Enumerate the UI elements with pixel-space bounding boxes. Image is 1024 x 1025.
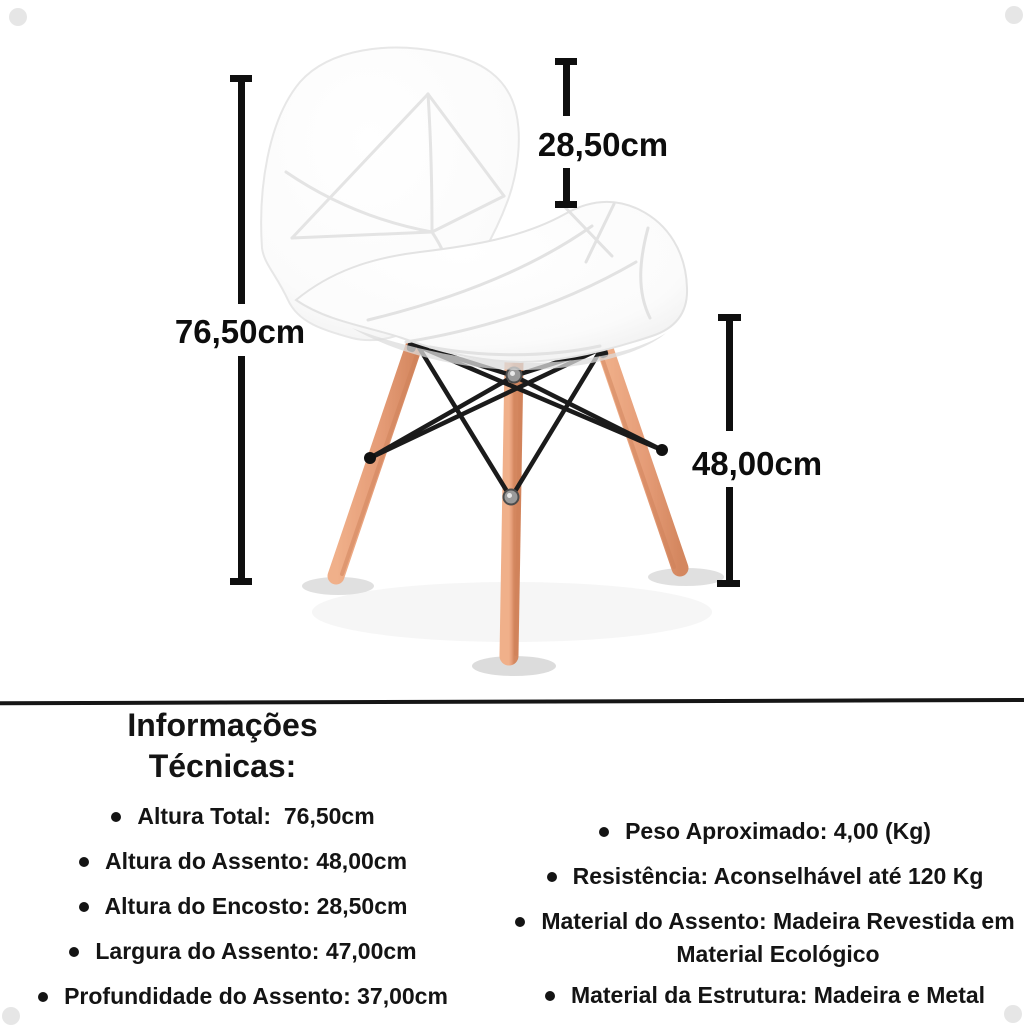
bullet-icon (545, 991, 555, 1001)
spec-item-material-estrutura (515, 979, 1015, 1012)
bullet-icon (69, 947, 79, 957)
info-heading (0, 705, 445, 787)
spec-item-peso (515, 815, 1015, 848)
spec-item-text: Altura do Assento: 48,00cm (104, 848, 408, 874)
dimension-cap-bottom (230, 578, 252, 585)
spec-item-material-assento (515, 905, 1022, 971)
watermark-dot (2, 1007, 20, 1025)
bullet-icon (111, 812, 121, 822)
dimension-label-backrest-height: 28,50cm (537, 126, 669, 163)
spec-item-profundidade-assento (8, 980, 478, 1013)
spec-item-text: Largura do Assento: 47,00cm (95, 938, 417, 964)
dimension-line-upper (563, 58, 570, 116)
dimension-line-upper (726, 314, 733, 431)
watermark-dot (1005, 6, 1023, 24)
spec-item-altura-total (8, 800, 478, 833)
bullet-icon (79, 857, 89, 867)
bullet-icon (38, 992, 48, 1002)
bullet-icon (599, 827, 609, 837)
info-heading-line2: Técnicas: (148, 748, 297, 784)
bullet-icon (515, 917, 525, 927)
spec-item-altura-encosto (8, 890, 478, 923)
spec-list-left (8, 800, 478, 1025)
dimension-label-seat-height: 48,00cm (691, 445, 823, 482)
dimension-cap-bottom (717, 580, 740, 587)
dimension-line-lower (726, 487, 733, 586)
spec-item-largura-assento (8, 935, 478, 968)
spec-item-text: Material do Assento: Madeira Revestida em Material Ecológico (541, 908, 1022, 967)
dimension-label-total-height: 76,50cm (174, 313, 306, 350)
spec-item-text: Altura do Encosto: 28,50cm (104, 893, 408, 919)
spec-item-text: Altura Total: 76,50cm (137, 803, 375, 829)
dimension-line-lower (563, 168, 570, 205)
info-heading-line1: Informações (127, 707, 318, 743)
spec-item-text: Profundidade do Assento: 37,00cm (64, 983, 448, 1009)
watermark-dot (1004, 1005, 1022, 1023)
dimension-cap-bottom (555, 201, 577, 208)
spec-list-right (515, 815, 1022, 1024)
dimension-line-upper (238, 75, 245, 304)
spec-item-text: Material da Estrutura: Madeira e Metal (570, 982, 986, 1008)
bullet-icon (79, 902, 89, 912)
watermark-dot (9, 8, 27, 26)
bullet-icon (547, 872, 557, 882)
spec-item-text: Resistência: Aconselhável até 120 Kg (572, 863, 984, 889)
spec-item-altura-assento (8, 845, 478, 878)
dimension-line-lower (238, 356, 245, 582)
spec-item-text: Peso Aproximado: 4,00 (Kg) (625, 818, 931, 844)
spec-item-resistencia (515, 860, 1015, 893)
